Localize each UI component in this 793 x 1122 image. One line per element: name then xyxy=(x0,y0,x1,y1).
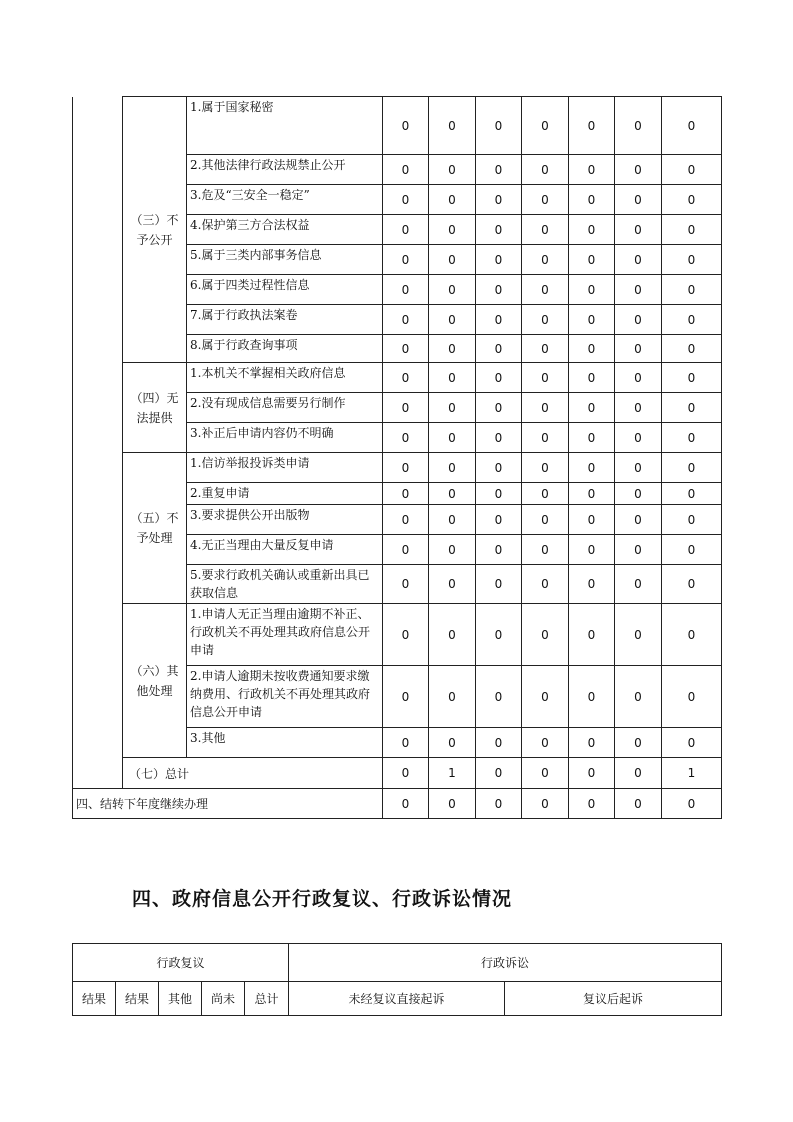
value-cell: 0 xyxy=(476,453,522,483)
value-cell: 0 xyxy=(662,245,722,275)
value-cell: 0 xyxy=(615,393,662,423)
table-row xyxy=(73,453,722,483)
value-cell: 0 xyxy=(615,275,662,305)
value-cell: 0 xyxy=(522,535,569,565)
value-cell: 0 xyxy=(569,505,615,535)
disclosure-stats-table xyxy=(72,96,722,819)
carryover-value-cell: 0 xyxy=(522,789,569,819)
value-cell: 0 xyxy=(476,393,522,423)
row-label: 3.其他 xyxy=(187,728,383,758)
total-value-cell: 0 xyxy=(383,758,429,789)
value-cell: 0 xyxy=(662,666,722,728)
value-cell: 0 xyxy=(662,565,722,604)
value-cell: 0 xyxy=(476,185,522,215)
value-cell: 0 xyxy=(383,393,429,423)
value-cell: 0 xyxy=(662,215,722,245)
value-cell: 0 xyxy=(383,453,429,483)
value-cell: 0 xyxy=(476,245,522,275)
value-cell: 0 xyxy=(522,335,569,363)
admin-litigation-header: 行政诉讼 xyxy=(289,944,722,982)
value-cell: 0 xyxy=(615,483,662,505)
value-cell: 0 xyxy=(662,335,722,363)
value-cell: 0 xyxy=(429,535,476,565)
row-label: 6.属于四类过程性信息 xyxy=(187,275,383,305)
value-cell: 0 xyxy=(662,535,722,565)
review-subheader: 总计 xyxy=(245,982,289,1016)
value-cell: 0 xyxy=(522,565,569,604)
value-cell: 0 xyxy=(383,155,429,185)
value-cell: 0 xyxy=(429,275,476,305)
value-cell: 0 xyxy=(476,305,522,335)
row-label: 7.属于行政执法案卷 xyxy=(187,305,383,335)
value-cell: 0 xyxy=(429,155,476,185)
value-cell: 0 xyxy=(429,363,476,393)
value-cell: 0 xyxy=(569,666,615,728)
value-cell: 0 xyxy=(662,505,722,535)
review-subheader: 其他 xyxy=(159,982,202,1016)
value-cell: 0 xyxy=(569,185,615,215)
value-cell: 0 xyxy=(522,483,569,505)
value-cell: 0 xyxy=(615,505,662,535)
value-cell: 0 xyxy=(476,335,522,363)
value-cell: 0 xyxy=(476,275,522,305)
value-cell: 0 xyxy=(615,535,662,565)
value-cell: 0 xyxy=(615,185,662,215)
value-cell: 0 xyxy=(569,453,615,483)
carryover-label: 四、结转下年度继续办理 xyxy=(73,789,383,819)
value-cell: 0 xyxy=(615,97,662,155)
review-subheader: 结果 xyxy=(73,982,116,1016)
table-row xyxy=(73,363,722,393)
value-cell: 0 xyxy=(569,215,615,245)
value-cell: 0 xyxy=(522,155,569,185)
row-label: 1.本机关不掌握相关政府信息 xyxy=(187,363,383,393)
total-value-cell: 0 xyxy=(522,758,569,789)
row-label: 2.其他法律行政法规禁止公开 xyxy=(187,155,383,185)
value-cell: 0 xyxy=(615,565,662,604)
total-label: （七）总计 xyxy=(123,758,383,789)
value-cell: 0 xyxy=(383,505,429,535)
value-cell: 0 xyxy=(429,505,476,535)
admin-review-header: 行政复议 xyxy=(73,944,289,982)
value-cell: 0 xyxy=(476,604,522,666)
review-subheader: 结果 xyxy=(116,982,159,1016)
total-value-cell: 1 xyxy=(429,758,476,789)
value-cell: 0 xyxy=(615,245,662,275)
value-cell: 0 xyxy=(476,666,522,728)
value-cell: 0 xyxy=(662,275,722,305)
value-cell: 0 xyxy=(662,393,722,423)
value-cell: 0 xyxy=(383,565,429,604)
row-label: 4.保护第三方合法权益 xyxy=(187,215,383,245)
row-label: 4.无正当理由大量反复申请 xyxy=(187,535,383,565)
value-cell: 0 xyxy=(383,97,429,155)
value-cell: 0 xyxy=(569,393,615,423)
disclosure-stats-table-wrap xyxy=(72,96,722,819)
value-cell: 0 xyxy=(569,483,615,505)
value-cell: 0 xyxy=(615,335,662,363)
value-cell: 0 xyxy=(662,363,722,393)
value-cell: 0 xyxy=(569,97,615,155)
value-cell: 0 xyxy=(615,728,662,758)
total-value-cell: 0 xyxy=(615,758,662,789)
value-cell: 0 xyxy=(569,245,615,275)
value-cell: 0 xyxy=(662,453,722,483)
row-label: 3.补正后申请内容仍不明确 xyxy=(187,423,383,453)
value-cell: 0 xyxy=(429,666,476,728)
value-cell: 0 xyxy=(383,423,429,453)
total-row xyxy=(73,758,722,789)
group-label: （六）其他处理 xyxy=(123,604,187,758)
review-litigation-table xyxy=(72,943,722,1016)
value-cell: 0 xyxy=(615,666,662,728)
direct-suit-header: 未经复议直接起诉 xyxy=(289,982,505,1016)
value-cell: 0 xyxy=(522,97,569,155)
value-cell: 0 xyxy=(383,666,429,728)
value-cell: 0 xyxy=(429,604,476,666)
value-cell: 0 xyxy=(569,305,615,335)
after-review-suit-header: 复议后起诉 xyxy=(505,982,722,1016)
row-label: 8.属于行政查询事项 xyxy=(187,335,383,363)
value-cell: 0 xyxy=(383,305,429,335)
value-cell: 0 xyxy=(522,604,569,666)
value-cell: 0 xyxy=(615,215,662,245)
section-title: 四、政府信息公开行政复议、行政诉讼情况 xyxy=(132,888,513,910)
value-cell: 0 xyxy=(383,215,429,245)
row-label: 2.重复申请 xyxy=(187,483,383,505)
value-cell: 0 xyxy=(429,335,476,363)
group-label: （五）不予处理 xyxy=(123,453,187,604)
value-cell: 0 xyxy=(476,535,522,565)
value-cell: 0 xyxy=(476,363,522,393)
value-cell: 0 xyxy=(569,423,615,453)
value-cell: 0 xyxy=(383,535,429,565)
value-cell: 0 xyxy=(476,215,522,245)
value-cell: 0 xyxy=(476,423,522,453)
value-cell: 0 xyxy=(662,728,722,758)
carryover-value-cell: 0 xyxy=(615,789,662,819)
value-cell: 0 xyxy=(429,565,476,604)
row-label: 2.申请人逾期未按收费通知要求缴纳费用、行政机关不再处理其政府信息公开申请 xyxy=(187,666,383,728)
row-label: 2.没有现成信息需要另行制作 xyxy=(187,393,383,423)
value-cell: 0 xyxy=(476,505,522,535)
carryover-value-cell: 0 xyxy=(569,789,615,819)
value-cell: 0 xyxy=(383,728,429,758)
value-cell: 0 xyxy=(522,185,569,215)
value-cell: 0 xyxy=(569,728,615,758)
value-cell: 0 xyxy=(662,97,722,155)
carryover-row xyxy=(73,789,722,819)
value-cell: 0 xyxy=(615,453,662,483)
carryover-value-cell: 0 xyxy=(662,789,722,819)
value-cell: 0 xyxy=(522,666,569,728)
value-cell: 0 xyxy=(429,185,476,215)
review-litigation-table-wrap xyxy=(72,943,722,1016)
value-cell: 0 xyxy=(476,565,522,604)
value-cell: 0 xyxy=(522,728,569,758)
value-cell: 0 xyxy=(522,275,569,305)
value-cell: 0 xyxy=(383,483,429,505)
row-label: 1.属于国家秘密 xyxy=(187,97,383,155)
value-cell: 0 xyxy=(522,505,569,535)
value-cell: 0 xyxy=(615,363,662,393)
value-cell: 0 xyxy=(429,483,476,505)
value-cell: 0 xyxy=(569,604,615,666)
value-cell: 0 xyxy=(615,155,662,185)
value-cell: 0 xyxy=(522,423,569,453)
value-cell: 0 xyxy=(429,453,476,483)
row-label: 1.信访举报投诉类申请 xyxy=(187,453,383,483)
value-cell: 0 xyxy=(522,393,569,423)
value-cell: 0 xyxy=(383,185,429,215)
value-cell: 0 xyxy=(429,728,476,758)
value-cell: 0 xyxy=(662,604,722,666)
group-label: （三）不予公开 xyxy=(123,97,187,363)
table-row xyxy=(73,97,722,155)
value-cell: 0 xyxy=(662,483,722,505)
value-cell: 0 xyxy=(662,155,722,185)
value-cell: 0 xyxy=(569,565,615,604)
review-subheader: 尚未 xyxy=(202,982,245,1016)
value-cell: 0 xyxy=(476,155,522,185)
value-cell: 0 xyxy=(383,604,429,666)
total-value-cell: 0 xyxy=(569,758,615,789)
row-label: 1.申请人无正当理由逾期不补正、行政机关不再处理其政府信息公开申请 xyxy=(187,604,383,666)
value-cell: 0 xyxy=(522,453,569,483)
value-cell: 0 xyxy=(429,245,476,275)
outer-blank-cell xyxy=(73,97,123,789)
value-cell: 0 xyxy=(569,155,615,185)
value-cell: 0 xyxy=(476,483,522,505)
value-cell: 0 xyxy=(522,245,569,275)
value-cell: 0 xyxy=(429,97,476,155)
row-label: 5.属于三类内部事务信息 xyxy=(187,245,383,275)
value-cell: 0 xyxy=(429,423,476,453)
row-label: 3.危及“三安全一稳定” xyxy=(187,185,383,215)
total-value-cell: 1 xyxy=(662,758,722,789)
value-cell: 0 xyxy=(522,363,569,393)
row-label: 3.要求提供公开出版物 xyxy=(187,505,383,535)
row-label: 5.要求行政机关确认或重新出具已获取信息 xyxy=(187,565,383,604)
value-cell: 0 xyxy=(522,215,569,245)
value-cell: 0 xyxy=(569,535,615,565)
value-cell: 0 xyxy=(615,305,662,335)
table-row xyxy=(73,604,722,666)
value-cell: 0 xyxy=(383,335,429,363)
group-label: （四）无法提供 xyxy=(123,363,187,453)
value-cell: 0 xyxy=(569,363,615,393)
value-cell: 0 xyxy=(615,423,662,453)
carryover-value-cell: 0 xyxy=(476,789,522,819)
value-cell: 0 xyxy=(383,275,429,305)
carryover-value-cell: 0 xyxy=(383,789,429,819)
total-value-cell: 0 xyxy=(476,758,522,789)
value-cell: 0 xyxy=(429,393,476,423)
value-cell: 0 xyxy=(615,604,662,666)
value-cell: 0 xyxy=(476,728,522,758)
value-cell: 0 xyxy=(569,275,615,305)
value-cell: 0 xyxy=(429,215,476,245)
value-cell: 0 xyxy=(476,97,522,155)
value-cell: 0 xyxy=(662,423,722,453)
value-cell: 0 xyxy=(662,305,722,335)
value-cell: 0 xyxy=(569,335,615,363)
value-cell: 0 xyxy=(383,245,429,275)
value-cell: 0 xyxy=(383,363,429,393)
value-cell: 0 xyxy=(429,305,476,335)
value-cell: 0 xyxy=(522,305,569,335)
carryover-value-cell: 0 xyxy=(429,789,476,819)
value-cell: 0 xyxy=(662,185,722,215)
